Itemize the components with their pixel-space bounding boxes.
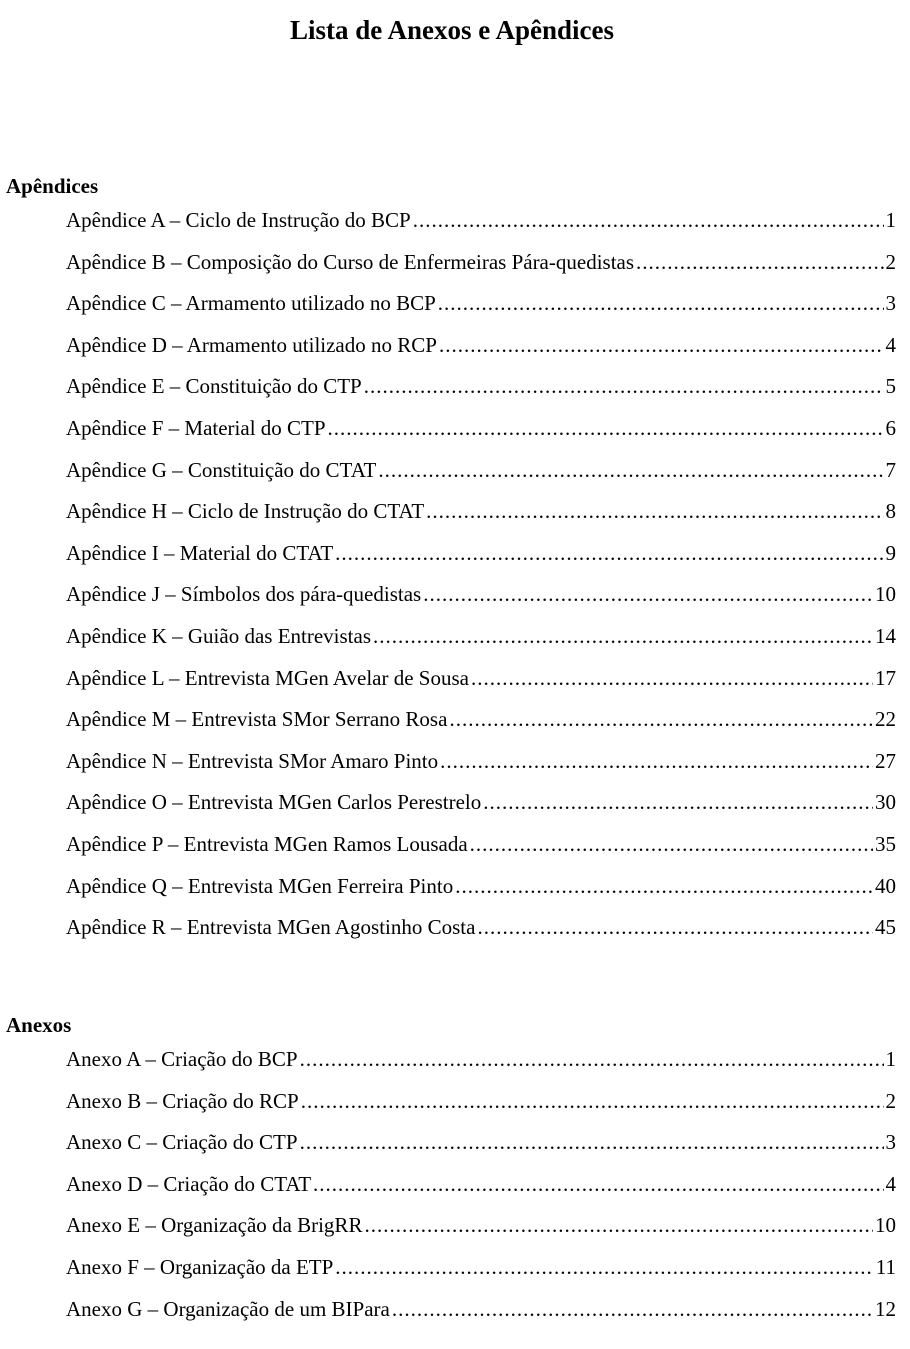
apendice-entry[interactable] bbox=[0, 574, 910, 616]
apendice-entry-page-number: 2 bbox=[885, 249, 896, 274]
anexo-entry-page-number: 4 bbox=[885, 1171, 896, 1196]
dot-leader bbox=[438, 283, 884, 325]
dot-leader bbox=[373, 616, 873, 658]
apendice-entry-page-number: 45 bbox=[875, 915, 896, 940]
apendice-entry[interactable] bbox=[0, 408, 910, 450]
dot-leader bbox=[364, 366, 884, 408]
apendices-list bbox=[0, 200, 910, 949]
anexo-entry[interactable] bbox=[0, 1164, 910, 1206]
dot-leader bbox=[470, 824, 873, 866]
apendice-entry[interactable] bbox=[0, 283, 910, 325]
anexo-entry-label: Anexo C – Criação do CTP bbox=[66, 1130, 298, 1155]
dot-leader bbox=[335, 1247, 873, 1289]
dot-leader bbox=[300, 1039, 884, 1081]
dot-leader bbox=[392, 1289, 873, 1331]
apendice-entry[interactable] bbox=[0, 366, 910, 408]
dot-leader bbox=[413, 200, 884, 242]
anexo-entry[interactable] bbox=[0, 1039, 910, 1081]
apendice-entry-label: Apêndice N – Entrevista SMor Amaro Pinto bbox=[66, 748, 439, 773]
dot-leader bbox=[423, 574, 873, 616]
apendice-entry-page-number: 17 bbox=[875, 665, 896, 690]
dot-leader bbox=[301, 1081, 884, 1123]
anexo-entry-label: Anexo E – Organização da BrigRR bbox=[66, 1213, 363, 1238]
anexo-entry-page-number: 12 bbox=[875, 1296, 896, 1321]
apendice-entry-label: Apêndice A – Ciclo de Instrução do BCP bbox=[66, 208, 411, 232]
apendice-entry-page-number: 8 bbox=[885, 499, 896, 524]
anexo-entry[interactable] bbox=[0, 1205, 910, 1247]
apendice-entry-page-number: 6 bbox=[885, 415, 896, 440]
apendice-entry-label: Apêndice L – Entrevista MGen Avelar de Sousa bbox=[66, 665, 469, 690]
apendice-entry[interactable] bbox=[0, 242, 910, 284]
apendice-entry-label: Apêndice J – Símbolos dos pára-quedistas bbox=[66, 582, 422, 607]
apendice-entry-label: Apêndice I – Material do CTAT bbox=[66, 540, 334, 565]
apendice-entry[interactable] bbox=[0, 699, 910, 741]
dot-leader bbox=[440, 741, 873, 783]
dot-leader bbox=[335, 533, 883, 575]
apendice-entry-label: Apêndice D – Armamento utilizado no RCP bbox=[66, 332, 437, 357]
anexo-entry-page-number: 10 bbox=[875, 1213, 896, 1238]
dot-leader bbox=[378, 450, 883, 492]
apendices-heading: Apêndices bbox=[6, 174, 99, 198]
apendice-entry-label: Apêndice R – Entrevista MGen Agostinho Costa bbox=[66, 915, 476, 940]
dot-leader bbox=[328, 408, 884, 450]
anexo-entry-label: Anexo D – Criação do CTAT bbox=[66, 1171, 312, 1196]
apendice-entry-page-number: 3 bbox=[885, 291, 896, 316]
apendice-entry-label: Apêndice K – Guião das Entrevistas bbox=[66, 623, 372, 648]
anexo-entry[interactable] bbox=[0, 1247, 910, 1289]
apendice-entry-label: Apêndice C – Armamento utilizado no BCP bbox=[66, 291, 436, 316]
apendice-entry[interactable] bbox=[0, 616, 910, 658]
apendice-entry-page-number: 30 bbox=[875, 790, 896, 815]
apendice-entry-page-number: 35 bbox=[875, 831, 896, 856]
apendice-entry[interactable] bbox=[0, 824, 910, 866]
apendice-entry-page-number: 22 bbox=[875, 707, 896, 732]
apendice-entry-page-number: 1 bbox=[885, 208, 896, 232]
page-title: Lista de Anexos e Apêndices bbox=[289, 15, 615, 45]
dot-leader bbox=[300, 1122, 884, 1164]
apendice-entry[interactable] bbox=[0, 866, 910, 908]
anexo-entry-label: Anexo B – Criação do RCP bbox=[66, 1088, 299, 1113]
apendice-entry[interactable] bbox=[0, 907, 910, 949]
apendice-entry[interactable] bbox=[0, 450, 910, 492]
apendice-entry[interactable] bbox=[0, 533, 910, 575]
anexo-entry[interactable] bbox=[0, 1289, 910, 1331]
dot-leader bbox=[477, 907, 873, 949]
anexo-entry-page-number: 11 bbox=[875, 1254, 896, 1279]
apendice-entry-page-number: 7 bbox=[885, 457, 896, 482]
apendice-entry-label: Apêndice Q – Entrevista MGen Ferreira Pinto bbox=[66, 873, 454, 898]
anexo-entry-page-number: 1 bbox=[885, 1047, 896, 1071]
apendice-entry[interactable] bbox=[0, 491, 910, 533]
apendice-entry-page-number: 14 bbox=[875, 623, 896, 648]
apendice-entry-page-number: 5 bbox=[885, 374, 896, 399]
dot-leader bbox=[313, 1164, 883, 1206]
apendice-entry-page-number: 40 bbox=[875, 873, 896, 898]
anexo-entry[interactable] bbox=[0, 1081, 910, 1123]
dot-leader bbox=[426, 491, 883, 533]
apendice-entry-page-number: 27 bbox=[875, 748, 896, 773]
apendice-entry[interactable] bbox=[0, 200, 910, 242]
apendice-entry-label: Apêndice O – Entrevista MGen Carlos Perestrelo bbox=[66, 790, 482, 815]
anexos-heading: Anexos bbox=[6, 1013, 72, 1037]
apendices-section bbox=[0, 172, 910, 949]
apendice-entry[interactable] bbox=[0, 741, 910, 783]
apendice-entry[interactable] bbox=[0, 782, 910, 824]
anexo-entry-page-number: 2 bbox=[885, 1088, 896, 1113]
dot-leader bbox=[483, 782, 873, 824]
apendice-entry-page-number: 9 bbox=[885, 540, 896, 565]
anexo-entry[interactable] bbox=[0, 1122, 910, 1164]
dot-leader bbox=[364, 1205, 873, 1247]
anexo-entry-label: Anexo A – Criação do BCP bbox=[66, 1047, 298, 1071]
anexo-entry-label: Anexo G – Organização de um BIPara bbox=[66, 1296, 390, 1321]
apendice-entry-label: Apêndice M – Entrevista SMor Serrano Rosa bbox=[66, 707, 448, 732]
apendice-entry[interactable] bbox=[0, 325, 910, 367]
anexos-list bbox=[0, 1039, 910, 1330]
anexos-section bbox=[0, 1011, 910, 1330]
dot-leader bbox=[471, 658, 873, 700]
apendice-entry[interactable] bbox=[0, 658, 910, 700]
dot-leader bbox=[439, 325, 884, 367]
dot-leader bbox=[449, 699, 873, 741]
apendice-entry-label: Apêndice F – Material do CTP bbox=[66, 415, 326, 440]
apendice-entry-label: Apêndice E – Constituição do CTP bbox=[66, 374, 362, 399]
dot-leader bbox=[636, 242, 883, 284]
apendice-entry-label: Apêndice P – Entrevista MGen Ramos Lousada bbox=[66, 831, 468, 856]
apendice-entry-label: Apêndice G – Constituição do CTAT bbox=[66, 457, 377, 482]
apendice-entry-label: Apêndice H – Ciclo de Instrução do CTAT bbox=[66, 499, 425, 524]
dot-leader bbox=[455, 866, 873, 908]
anexo-entry-page-number: 3 bbox=[885, 1130, 896, 1155]
apendice-entry-page-number: 4 bbox=[885, 332, 896, 357]
apendice-entry-label: Apêndice B – Composição do Curso de Enfermeiras Pára-quedistas bbox=[66, 249, 635, 274]
apendice-entry-page-number: 10 bbox=[875, 582, 896, 607]
anexo-entry-label: Anexo F – Organização da ETP bbox=[66, 1254, 334, 1279]
